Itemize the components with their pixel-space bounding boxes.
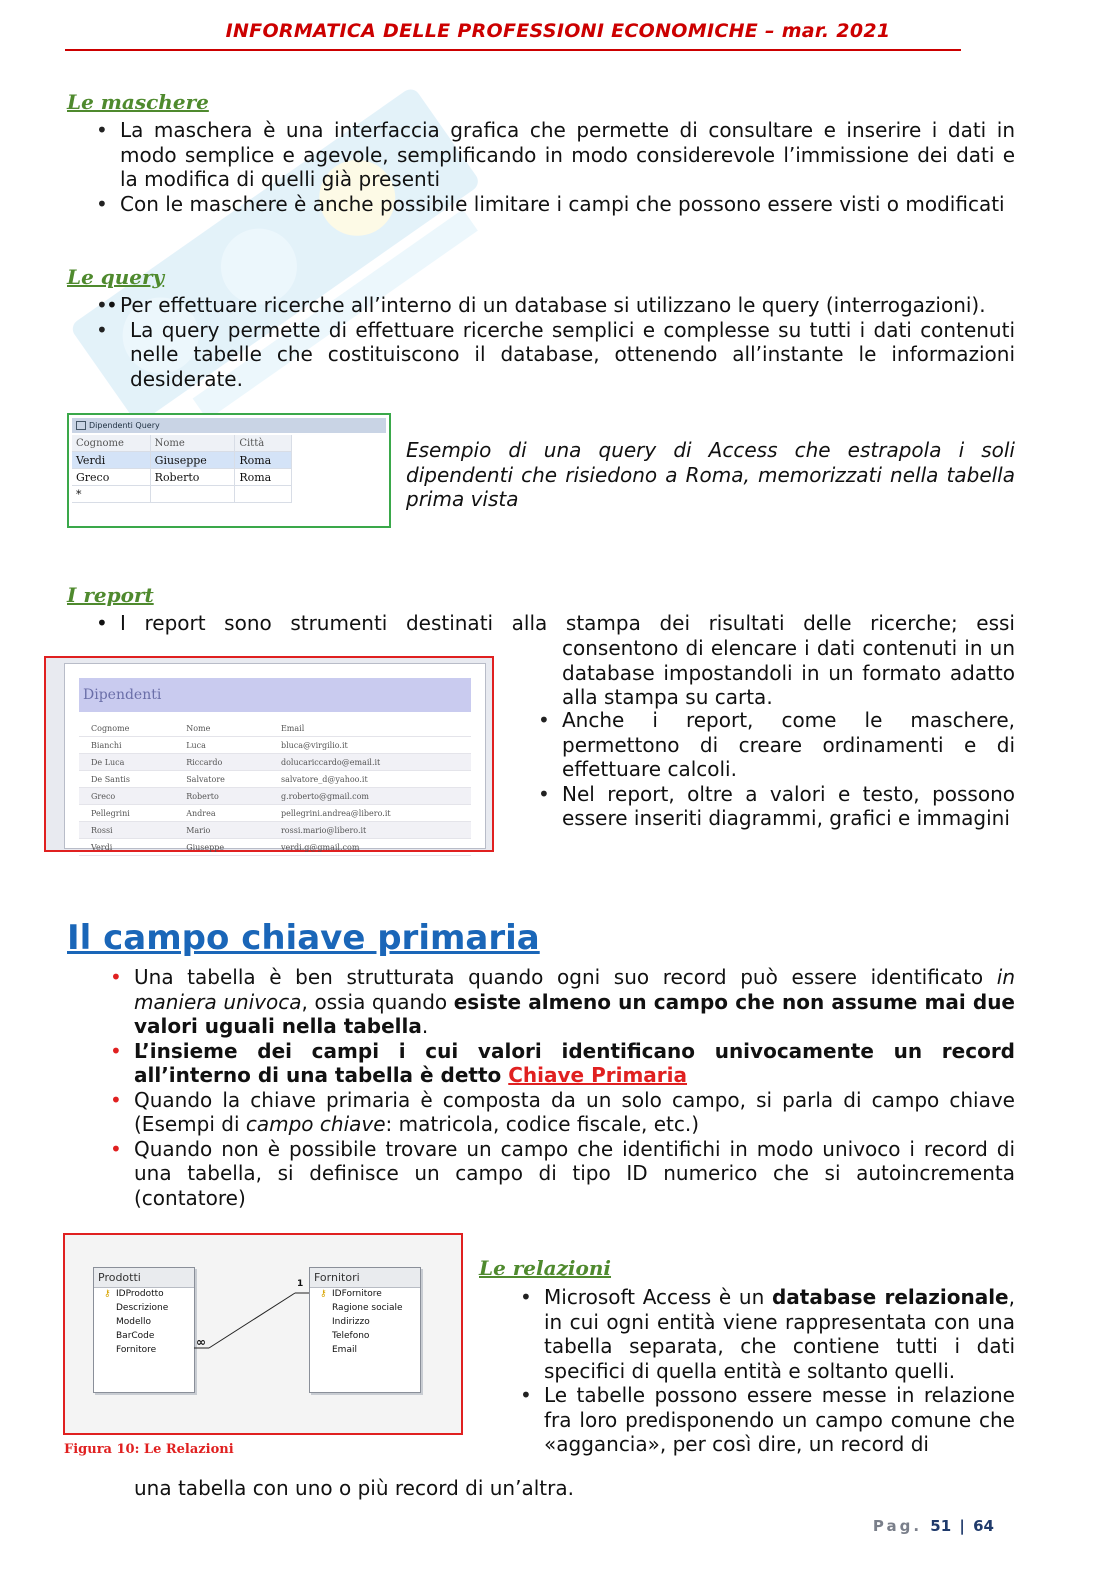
relazioni-tail: una tabella con uno o più record di un’altra. xyxy=(134,1476,574,1500)
cell: Roma xyxy=(235,452,292,469)
many-label: ∞ xyxy=(196,1335,206,1349)
chiave-primaria-link[interactable]: Chiave Primaria xyxy=(508,1063,688,1087)
list-item: • La query permette di effettuare ricerche semplici e complesse su tutti i dati contenuti nelle tabelle che costituiscono il database, ottenendo all’instante le informazioni desiderate. xyxy=(120,318,1015,392)
query-list xyxy=(106,293,1015,391)
report-title: Dipendenti xyxy=(79,678,471,712)
cell: Roberto xyxy=(150,469,235,486)
column-header: Nome xyxy=(150,435,235,452)
cell: Verdi xyxy=(72,452,150,469)
query-grid xyxy=(72,435,292,503)
list-item: • Anche i report, come le maschere, permettono di creare ordinamenti e di effettuare calcoli. xyxy=(562,708,1015,782)
list-item: • L’insieme dei campi i cui valori identificano univocamente un record all’interno di una tabella è detto Chiave Primaria xyxy=(134,1039,1015,1088)
new-row-marker: * xyxy=(72,486,150,503)
column-header: Città xyxy=(235,435,292,452)
query-screenshot xyxy=(67,413,391,528)
header-divider xyxy=(65,49,961,51)
chiave-list xyxy=(134,965,1015,1210)
figure-caption: Figura 10: Le Relazioni xyxy=(64,1442,234,1457)
list-item: • • Per effettuare ricerche all’interno di un database si utilizzano le query (interrogazioni). xyxy=(120,293,1015,318)
relations-figure xyxy=(63,1233,463,1435)
report-first-line: • I report sono strumenti destinati alla stampa dei risultati delle ricerche; essi xyxy=(96,611,1015,635)
relation-line xyxy=(65,1235,461,1433)
list-item: • Microsoft Access è un database relazionale, in cui ogni entità viene rappresentata con una tabella separata, che contiene tutti i dati specifici di quella entità e soltanto quelli. xyxy=(544,1285,1015,1383)
query-heading: Le query xyxy=(67,265,165,289)
relazioni-list xyxy=(544,1285,1015,1457)
list-item: • Nel report, oltre a valori e testo, possono essere inseriti diagrammi, grafici e immagini xyxy=(562,782,1015,831)
query-tab: Dipendenti Query xyxy=(72,418,386,433)
cell: Roma xyxy=(235,469,292,486)
relazioni-heading: Le relazioni xyxy=(479,1256,612,1280)
list-item: • Quando la chiave primaria è composta da un solo campo, si parla di campo chiave (Esempi di campo chiave: matricola, codice fiscale, etc.) xyxy=(134,1088,1015,1137)
list-item: • Una tabella è ben strutturata quando ogni suo record può essere identificato in maniera univoca, ossia quando esiste almeno un campo che non assume mai due valori uguali nella tabella. xyxy=(134,965,1015,1039)
report-table: Cognome Nome Email Bianchi Luca bluca@virgilio.it De Luca Riccardo dolucariccardo@email.it De Santis Salvatore salvatore_d@yahoo.it Greco Roberto g.roberto@gmail.com Pellegrini Andrea pellegrini.andrea@libero.it Rossi Mario rossi.mario@libero.it Verdi Giuseppe verdi.g@gmail.com xyxy=(79,720,471,856)
maschere-heading: Le maschere xyxy=(67,90,209,114)
report-first-rest: consentono di elencare i dati contenuti in un database impostandoli in un formato adatto alla stampa su carta. xyxy=(562,636,1015,709)
table-icon xyxy=(76,421,86,430)
report-list xyxy=(562,708,1015,831)
list-item: • Le tabelle possono essere messe in relazione fra loro predisponendo un campo comune che «aggancia», per così dire, un record di xyxy=(544,1383,1015,1457)
key-icon: ⚷ xyxy=(104,1289,111,1299)
prodotti-table: Prodotti ⚷ IDProdotto Descrizione Modello BarCode Fornitore xyxy=(93,1267,195,1393)
page-header-title: INFORMATICA DELLE PROFESSIONI ECONOMICHE – mar. 2021 xyxy=(225,20,891,42)
maschere-list xyxy=(120,118,1015,216)
cell: Giuseppe xyxy=(150,452,235,469)
cell: Greco xyxy=(72,469,150,486)
key-icon: ⚷ xyxy=(320,1289,327,1299)
section-title: Il campo chiave primaria xyxy=(67,918,540,958)
list-item: • Quando non è possibile trovare un campo che identifichi in modo univoco i record di una tabella, si definisce un campo di tipo ID numerico che si autoincrementa (contatore) xyxy=(134,1137,1015,1211)
fornitori-table: Fornitori ⚷ IDFornitore Ragione sociale Indirizzo Telefono Email xyxy=(309,1267,421,1393)
report-page xyxy=(64,663,486,852)
one-label: 1 xyxy=(297,1279,304,1289)
list-item: • Con le maschere è anche possibile limitare i campi che possono essere visti o modificati xyxy=(120,192,1015,217)
report-screenshot xyxy=(44,656,494,852)
report-heading: I report xyxy=(67,583,154,607)
list-item: • La maschera è una interfaccia grafica che permette di consultare e inserire i dati in modo semplice e agevole, semplificando in modo considerevole l’immissione dei dati e la modifica di quelli già presenti xyxy=(120,118,1015,192)
column-header: Cognome xyxy=(72,435,150,452)
page-number: Pag. 51 | 64 xyxy=(872,1517,994,1535)
query-caption: Esempio di una query di Access che estrapola i soli dipendenti che risiedono a Roma, memorizzati nella tabella prima vista xyxy=(406,438,1015,511)
